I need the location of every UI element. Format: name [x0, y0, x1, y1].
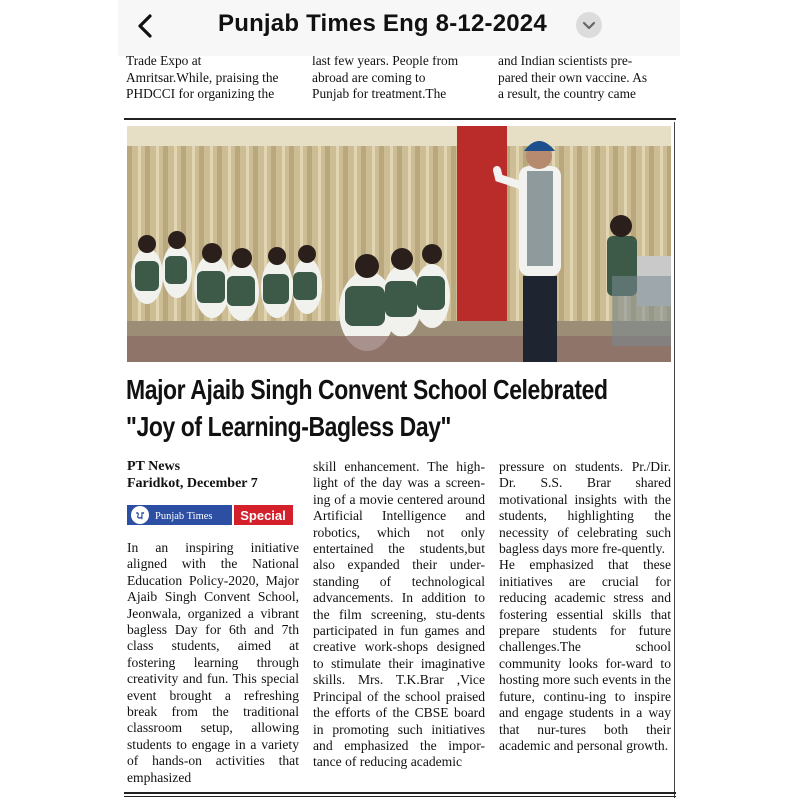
column-rule	[674, 122, 675, 798]
title-menu-button[interactable]	[576, 12, 602, 38]
prev-article-col-1: Trade Expo at Amritsar.While, praising the PHDCCI for organizing the	[126, 56, 279, 101]
previous-article-fragment	[126, 56, 672, 106]
newspaper-page[interactable]	[118, 56, 680, 800]
punjab-times-special-logo	[127, 504, 293, 526]
byline-dateline: Faridkot, December 7	[127, 476, 258, 491]
logo-tag-text: Special	[240, 508, 286, 523]
chevron-left-icon	[128, 8, 164, 44]
article-photo	[127, 126, 671, 362]
headline-line-2: "Joy of Learning-Bagless Day"	[126, 411, 452, 442]
chevron-down-icon	[576, 12, 602, 38]
article-headline	[126, 371, 608, 445]
classroom-photo-image	[127, 126, 671, 362]
prev-article-col-3: and Indian scientists pre- pared their own vaccine. As a result, the country came	[498, 56, 648, 101]
bottom-rule-thin	[124, 796, 676, 797]
headline-line-1: Major Ajaib Singh Convent School Celebrated	[126, 374, 608, 405]
article-column-3: pressure on students. Pr./Dir. Dr. S.S. Brar shared motivational insights with the students, highlighting the necessity of celebrating such bagless days more fre-quently. He emphasized that these initiatives are crucial for reducing academic stress and fostering essential skills that prepare students for future challenges.The school community looks for-ward to hosting more such events in the future, continu-ing to inspire and engage students in a way that nur-tures both their academic and personal growth.	[499, 459, 671, 753]
app-header	[118, 0, 680, 57]
article-column-2: skill enhancement. The high-light of the day was a screen-ing of a movie centered around Artificial Intelligence and robotics, which not only entertained the students,but also expanded their under-standing of technological advancements. In addition to the film screening, stu-dents participated in fun games and creative work-shops designed to stimulate their imaginative skills. Mrs. T.K.Brar ,Vice Principal of the school praised the efforts of the CBSE board in promoting such initiatives and emphasized the impor-tance of reducing academic	[313, 459, 485, 770]
byline-source: PT News	[127, 459, 181, 474]
bottom-rule	[124, 792, 676, 794]
prev-article-col-2: last few years. People from abroad are coming to Punjab for treatment.The	[312, 56, 459, 101]
page-title: Punjab Times Eng 8-12-2024	[218, 10, 547, 37]
section-divider	[124, 118, 676, 120]
back-button[interactable]	[128, 8, 164, 44]
logo-brand-text: Punjab Times	[155, 511, 213, 522]
article-column-1: In an inspiring initiative aligned with the National Education Policy-2020, Major Ajaib Singh Convent School, Jeonwala, organized a vibrant bagless Day for 6th and 7th class students, aimed at fostering learning through creativity and fun. This special event brought a refreshing break from the traditional classroom setup, allowing students to engage in a variety of hands-on activities that emphasized	[127, 540, 299, 785]
svg-text:ਪ: ਪ	[136, 509, 144, 522]
byline	[127, 458, 258, 492]
